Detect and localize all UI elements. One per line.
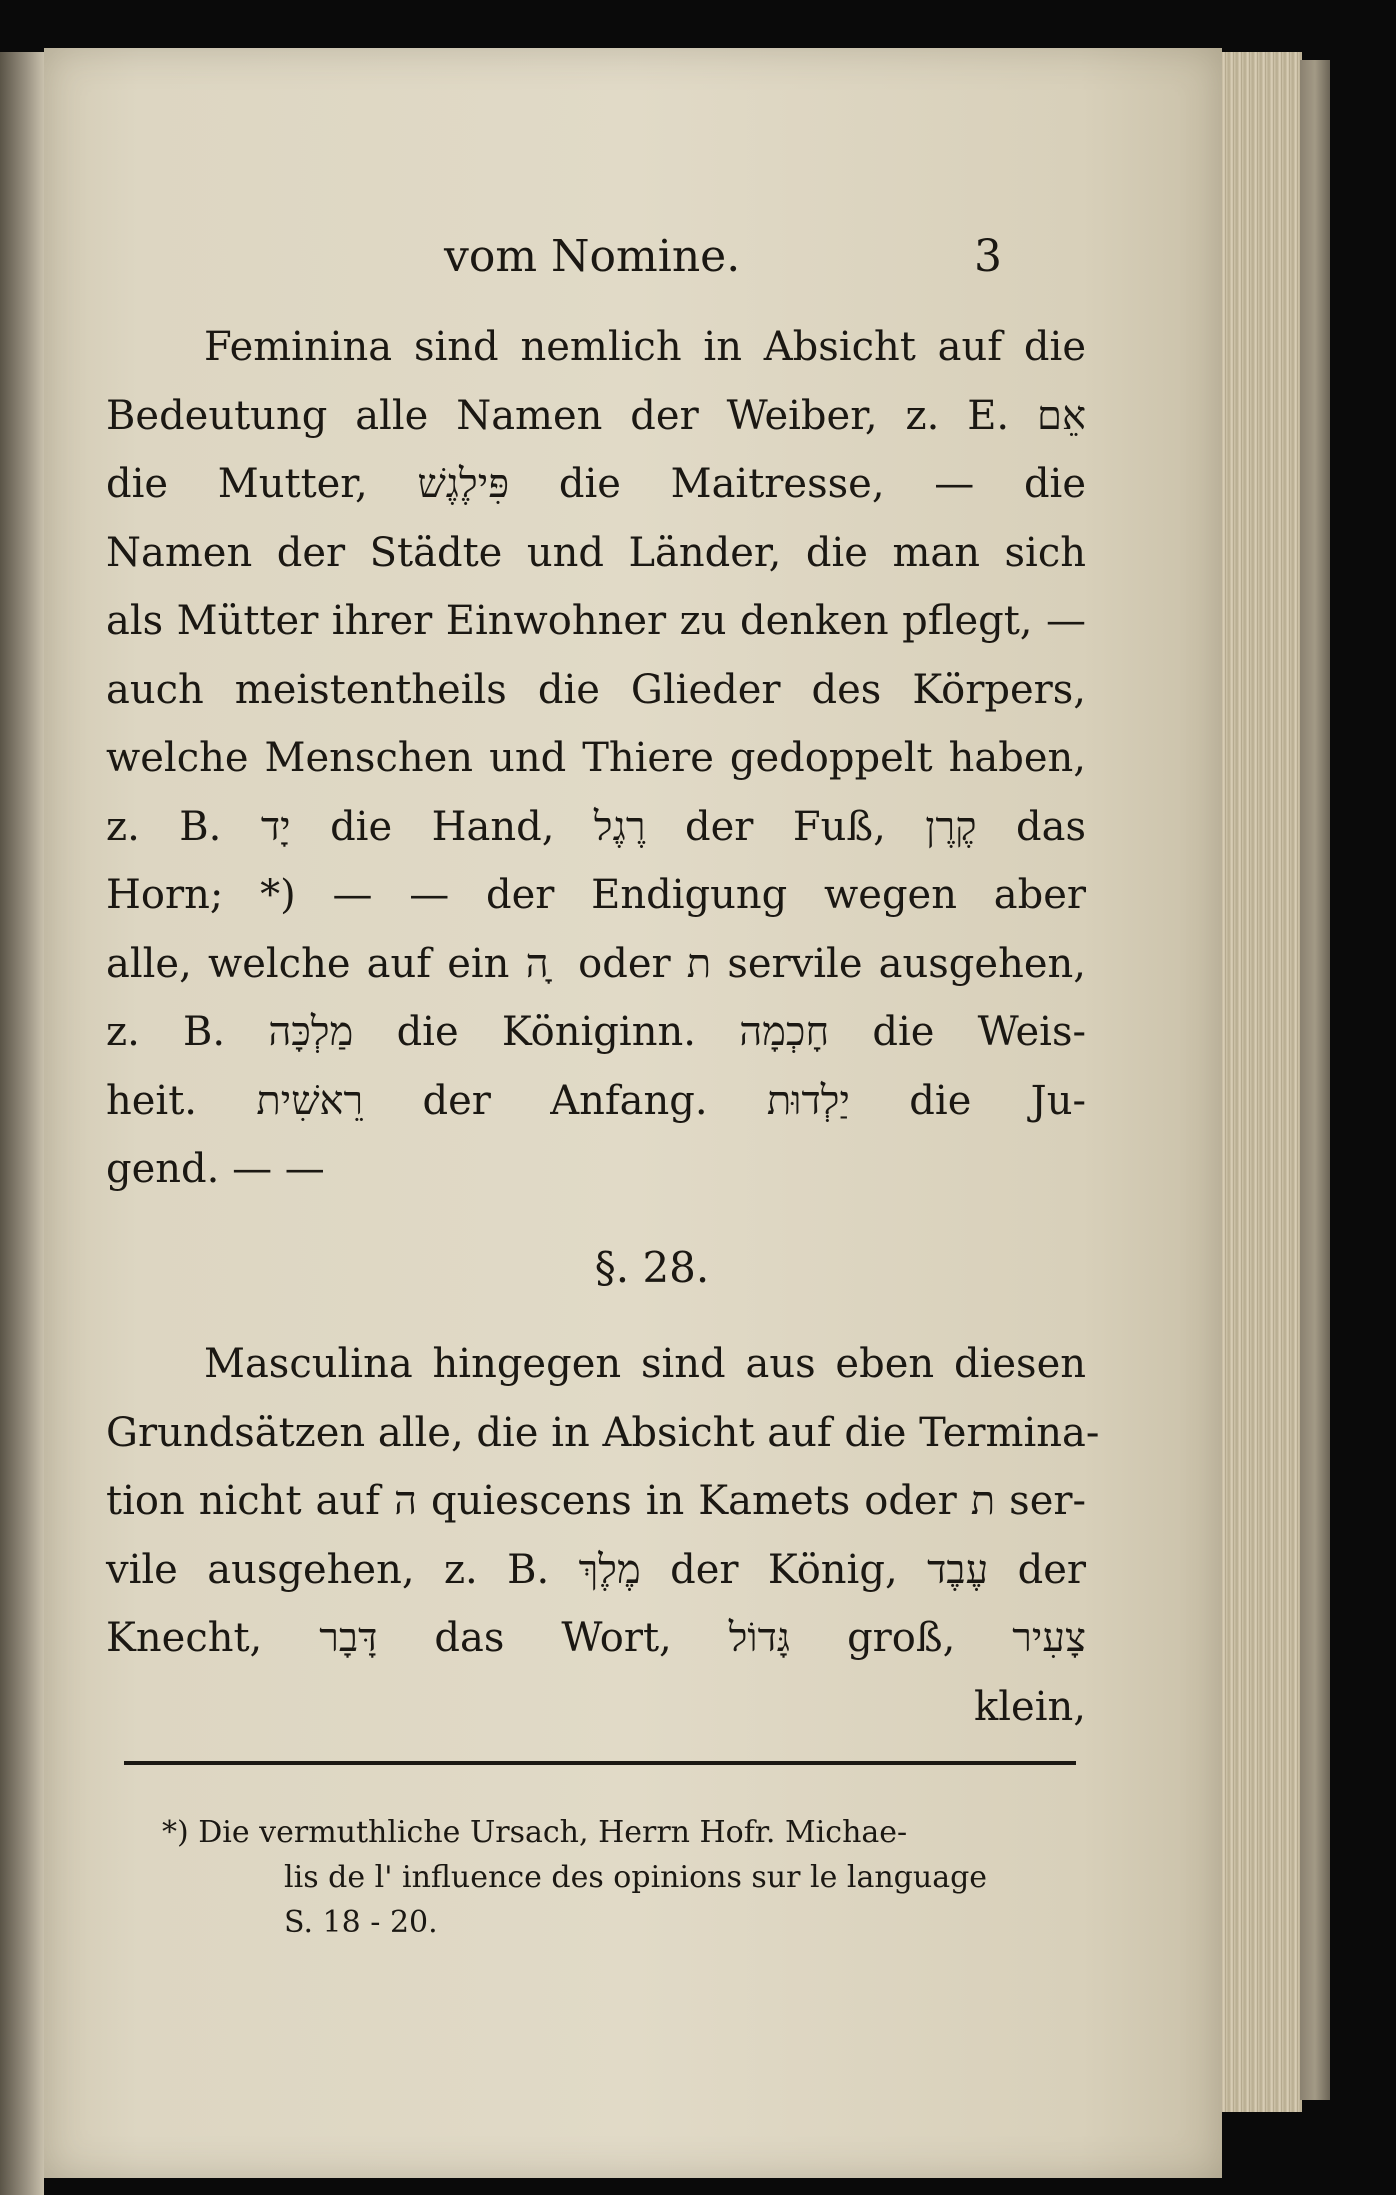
book-cover-edge <box>1300 60 1330 2100</box>
paragraph-masculina <box>106 1330 1100 1741</box>
text-line: Feminina sind nemlich in Absicht auf die <box>204 324 1086 370</box>
text-line: Knecht, דָּבָר das Wort, גָּדוֹל groß, צָעִיר <box>106 1615 1087 1661</box>
footnote-rule <box>124 1761 1076 1765</box>
footnote-line: S. 18 - 20. <box>284 1905 438 1940</box>
book-page <box>44 48 1222 2178</box>
text-line: alle, welche auf ein ה ָ oder ת servile ausgehen, <box>106 940 1086 987</box>
text-line: Bedeutung alle Namen der Weiber, z. E. אֵם <box>106 392 1086 439</box>
text-line: als Mütter ihrer Einwohner zu denken pflegt, — <box>106 598 1086 644</box>
text-line: vile ausgehen, z. B. מֶלֶךְ der König, עֶבֶד der <box>106 1546 1087 1593</box>
footnote-line: lis de l' influence des opinions sur le language <box>284 1860 988 1895</box>
facing-page-edge <box>0 52 44 2195</box>
page-header <box>44 231 1222 301</box>
text-line: gend. — — <box>106 1146 325 1192</box>
text-line: Masculina hingegen sind aus eben diesen <box>204 1341 1086 1387</box>
page-number: 3 <box>974 231 1002 282</box>
text-line: tion nicht auf ה quiescens in Kamets oder ת ser- <box>106 1478 1087 1524</box>
page-edges <box>1218 52 1302 2112</box>
text-line: auch meistentheils die Glieder des Körpers, <box>106 666 1086 713</box>
paragraph-feminina <box>106 313 1086 1204</box>
text-line: Grundsätzen alle, die in Absicht auf die Termina- <box>106 1409 1100 1456</box>
text-line: klein, <box>974 1683 1086 1730</box>
section-heading: §. 28. <box>594 1243 710 1292</box>
text-line: welche Menschen und Thiere gedoppelt haben, <box>106 735 1086 781</box>
text-line: Namen der Städte und Länder, die man sich <box>106 529 1086 576</box>
text-line: heit. רֵאשִׁית der Anfang. יַלְדוּת die Ju- <box>106 1077 1086 1124</box>
text-line: z. B. יָד die Hand, רֶגֶל der Fuß, קֶרֶן das <box>106 803 1086 850</box>
running-title: vom Nomine. <box>444 231 741 282</box>
text-line: z. B. מַלְכָּה die Königinn. חָכְמָה die Weis- <box>106 1009 1087 1055</box>
text-line: die Mutter, פִּילֶגֶשׁ die Maitresse, — die <box>106 461 1087 507</box>
footnote-line: *) Die vermuthliche Ursach, Herrn Hofr. Michae- <box>162 1815 908 1850</box>
text-line: Horn; *) — — der Endigung wegen aber <box>106 872 1086 918</box>
footnote <box>162 1810 1082 1945</box>
